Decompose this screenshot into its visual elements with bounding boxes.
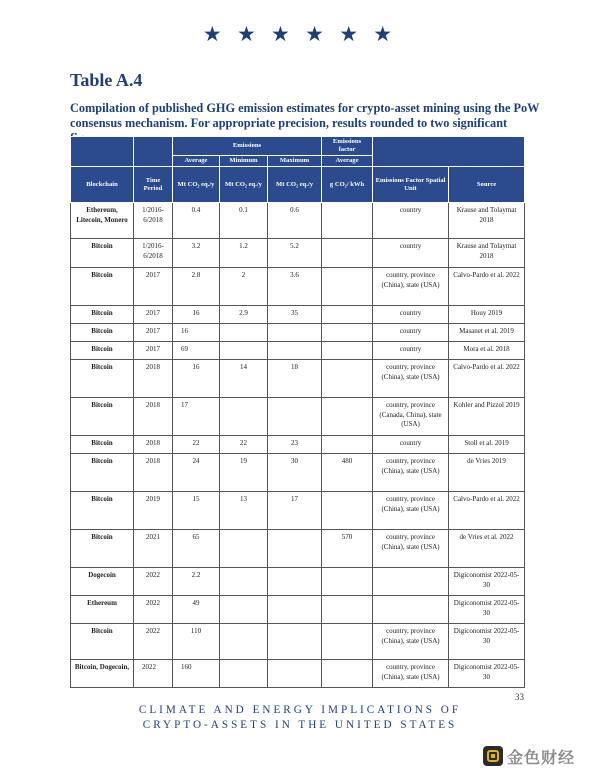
cell-avg: 160	[173, 660, 220, 688]
header-emissions: Emissions	[173, 137, 322, 156]
cell-source: Mora et al. 2018	[449, 342, 525, 360]
cell-avg: 69	[173, 342, 220, 360]
cell-spatial: country	[373, 239, 449, 268]
cell-ef	[322, 203, 373, 239]
table-row	[71, 568, 525, 596]
cell-source: Digiconomist 2022-05-30	[449, 624, 525, 660]
header-min-unit: Mt CO₂ eq./y	[220, 167, 268, 203]
cell-max	[268, 324, 322, 342]
cell-ef	[322, 492, 373, 530]
cell-period: 2018	[134, 454, 173, 492]
watermark-text: 金色财经	[507, 747, 576, 767]
header-spacer	[134, 137, 173, 167]
cell-avg: 2.2	[173, 568, 220, 596]
cell-min: 0.1	[220, 203, 268, 239]
cell-max: 18	[268, 360, 322, 398]
cell-min	[220, 660, 268, 688]
cell-max	[268, 398, 322, 436]
cell-min	[220, 398, 268, 436]
header-maximum: Maximum	[268, 156, 322, 167]
table-row	[71, 596, 525, 624]
cell-max	[268, 624, 322, 660]
cell-period: 1/2016-6/2018	[134, 203, 173, 239]
star-icon: ★	[202, 22, 227, 46]
table-row	[71, 660, 525, 688]
cell-min: 22	[220, 436, 268, 454]
cell-blockchain: Bitcoin	[71, 324, 134, 342]
cell-spatial	[373, 568, 449, 596]
table-row	[71, 398, 525, 436]
cell-source: Krause and Tolaymat 2018	[449, 239, 525, 268]
table-row	[71, 342, 525, 360]
cell-spatial: country	[373, 203, 449, 239]
cell-ef	[322, 360, 373, 398]
cell-avg: 15	[173, 492, 220, 530]
header-avg-unit: Mt CO₂ eq./y	[173, 167, 220, 203]
header-source: Source	[449, 167, 525, 203]
cell-source: Stoll et al. 2019	[449, 436, 525, 454]
header-emissions-factor: Emissions factor	[322, 137, 373, 156]
page-number: 33	[515, 692, 524, 702]
cell-blockchain: Ethereum	[71, 596, 134, 624]
header-minimum: Minimum	[220, 156, 268, 167]
star-icon: ★	[271, 22, 295, 46]
cell-avg: 17	[173, 398, 220, 436]
cell-period: 2021	[134, 530, 173, 568]
header-ef-unit: g CO₂/ kWh	[322, 167, 373, 203]
cell-min: 14	[220, 360, 268, 398]
cell-ef	[322, 268, 373, 306]
table-row	[71, 454, 525, 492]
cell-min: 2.9	[220, 306, 268, 324]
table-row	[71, 492, 525, 530]
cell-avg: 16	[173, 360, 220, 398]
cell-avg: 110	[173, 624, 220, 660]
cell-source: Calvo-Pardo et al. 2022	[449, 360, 525, 398]
table-title: Table A.4	[70, 70, 143, 90]
star-icon: ★	[236, 22, 261, 46]
cell-blockchain: Bitcoin	[71, 342, 134, 360]
cell-period: 2018	[134, 436, 173, 454]
cell-ef	[322, 660, 373, 688]
cell-source: de Vries 2019	[449, 454, 525, 492]
cell-spatial: country, province (Canada, China), state (USA)	[373, 398, 449, 436]
cell-min	[220, 596, 268, 624]
cell-blockchain: Bitcoin	[71, 492, 134, 530]
cell-blockchain: Bitcoin, Dogecoin,	[71, 660, 134, 688]
cell-blockchain: Ethereum, Litecoin, Monero	[71, 203, 134, 239]
cell-ef	[322, 624, 373, 660]
header-spatial-unit: Emissions Factor Spatial Unit	[373, 167, 449, 203]
cell-source: Houy 2019	[449, 306, 525, 324]
cell-spatial: country, province (China), state (USA)	[373, 360, 449, 398]
cell-min	[220, 624, 268, 660]
cell-min: 2	[220, 268, 268, 306]
cell-spatial: country, province (China), state (USA)	[373, 268, 449, 306]
cell-source: Digiconomist 2022-05-30	[449, 596, 525, 624]
header-ef-average: Average	[322, 156, 373, 167]
cell-ef	[322, 239, 373, 268]
cell-ef: 570	[322, 530, 373, 568]
cell-source: Calvo-Pardo et al. 2022	[449, 492, 525, 530]
cell-period: 2022	[134, 624, 173, 660]
cell-min: 13	[220, 492, 268, 530]
cell-period: 2017	[134, 306, 173, 324]
table-caption: Compilation of published GHG emission estimates for crypto-asset mining using the PoW consensus mechanism. For appropriate precision, results rounded to two significant	[70, 101, 540, 130]
cell-avg: 16	[173, 324, 220, 342]
cell-ef	[322, 324, 373, 342]
footer-title	[0, 703, 600, 733]
emissions-table	[70, 136, 525, 688]
cell-source: Masanet et al. 2019	[449, 324, 525, 342]
cell-avg: 0.4	[173, 203, 220, 239]
table-row	[71, 306, 525, 324]
header-time-period: Time Period	[134, 167, 173, 203]
star-icon: ★	[339, 22, 364, 46]
cell-period: 2018	[134, 398, 173, 436]
cell-max: 35	[268, 306, 322, 324]
header-max-unit: Mt CO₂ eq./y	[268, 167, 322, 203]
cell-blockchain: Bitcoin	[71, 306, 134, 324]
cell-spatial: country, province (China), state (USA)	[373, 454, 449, 492]
cell-blockchain: Bitcoin	[71, 454, 134, 492]
watermark	[483, 742, 595, 770]
cell-blockchain: Bitcoin	[71, 530, 134, 568]
cell-ef	[322, 398, 373, 436]
cell-blockchain: Dogecoin	[71, 568, 134, 596]
table-row	[71, 530, 525, 568]
cell-period: 1/2016-6/2018	[134, 239, 173, 268]
cell-avg: 3.2	[173, 239, 220, 268]
cell-blockchain: Bitcoin	[71, 624, 134, 660]
cell-max	[268, 530, 322, 568]
cell-period: 2018	[134, 360, 173, 398]
cell-period: 2017	[134, 342, 173, 360]
cell-min: 1.2	[220, 239, 268, 268]
cell-avg: 65	[173, 530, 220, 568]
cell-period: 2022	[134, 568, 173, 596]
cell-spatial: country, province (China), state (USA)	[373, 492, 449, 530]
cell-spatial: country, province (China), state (USA)	[373, 624, 449, 660]
table-row	[71, 324, 525, 342]
table-row	[71, 203, 525, 239]
table-row	[71, 436, 525, 454]
cell-spatial: country	[373, 324, 449, 342]
cell-spatial: country, province (China), state (USA)	[373, 530, 449, 568]
cell-blockchain: Bitcoin	[71, 360, 134, 398]
table-row	[71, 268, 525, 306]
cell-min	[220, 530, 268, 568]
star-icon: ★	[305, 22, 329, 46]
cell-spatial: country, province (China), state (USA)	[373, 660, 449, 688]
cell-max: 5.2	[268, 239, 322, 268]
cell-ef	[322, 568, 373, 596]
cell-avg: 24	[173, 454, 220, 492]
cell-spatial	[373, 596, 449, 624]
cell-max: 0.6	[268, 203, 322, 239]
cell-source: Kohler and Pizzol 2019	[449, 398, 525, 436]
cell-period: 2017	[134, 324, 173, 342]
header-average: Average	[173, 156, 220, 167]
header-stars	[0, 22, 600, 47]
cell-ef	[322, 436, 373, 454]
cell-source: Krause and Tolaymat 2018	[449, 203, 525, 239]
cell-min	[220, 342, 268, 360]
cell-source: de Vries et al. 2022	[449, 530, 525, 568]
table-row	[71, 239, 525, 268]
cell-max	[268, 596, 322, 624]
cell-max	[268, 660, 322, 688]
cell-ef: 480	[322, 454, 373, 492]
cell-avg: 16	[173, 306, 220, 324]
cell-spatial: country	[373, 342, 449, 360]
cell-max: 30	[268, 454, 322, 492]
watermark-logo-icon	[483, 746, 503, 766]
cell-ef	[322, 342, 373, 360]
cell-source: Digiconomist 2022-05-30	[449, 660, 525, 688]
cell-blockchain: Bitcoin	[71, 268, 134, 306]
cell-avg: 2.8	[173, 268, 220, 306]
cell-max: 3.6	[268, 268, 322, 306]
header-spacer	[373, 137, 525, 167]
cell-period: 2022	[134, 596, 173, 624]
cell-period: 2017	[134, 268, 173, 306]
footer-line-1: CLIMATE AND ENERGY IMPLICATIONS OF	[138, 704, 462, 716]
header-blockchain: Blockchain	[71, 167, 134, 203]
cell-min	[220, 324, 268, 342]
cell-spatial: country	[373, 306, 449, 324]
table-row	[71, 360, 525, 398]
cell-period: 2022	[134, 660, 173, 688]
star-icon: ★	[373, 22, 398, 46]
cell-ef	[322, 306, 373, 324]
cell-ef	[322, 596, 373, 624]
cell-period: 2019	[134, 492, 173, 530]
cell-max: 23	[268, 436, 322, 454]
cell-min: 19	[220, 454, 268, 492]
footer-line-2: CRYPTO-ASSETS IN THE UNITED STATES	[142, 719, 458, 731]
cell-source: Calvo-Pardo et al. 2022	[449, 268, 525, 306]
cell-blockchain: Bitcoin	[71, 398, 134, 436]
cell-avg: 49	[173, 596, 220, 624]
header-spacer	[71, 137, 134, 167]
cell-max	[268, 568, 322, 596]
cell-avg: 22	[173, 436, 220, 454]
cell-blockchain: Bitcoin	[71, 436, 134, 454]
cell-spatial: country	[373, 436, 449, 454]
cell-source: Digiconomist 2022-05-30	[449, 568, 525, 596]
cell-min	[220, 568, 268, 596]
table-row	[71, 624, 525, 660]
cell-max	[268, 342, 322, 360]
cell-max: 17	[268, 492, 322, 530]
cell-blockchain: Bitcoin	[71, 239, 134, 268]
